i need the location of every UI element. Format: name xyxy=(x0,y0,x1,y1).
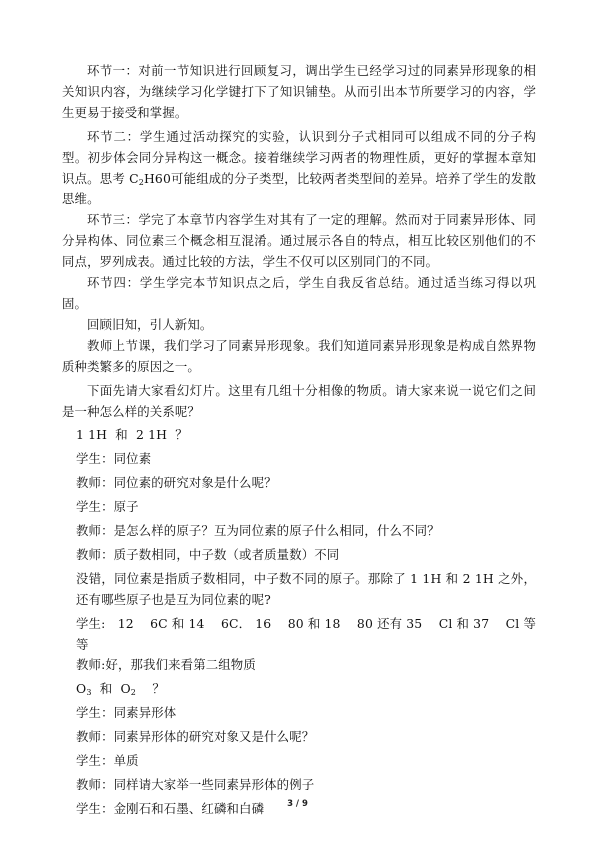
paragraph-stage-three: 环节三：学完了本章节内容学生对其有了一定的理解。然而对于同素异形体、同分异构体、同位素三个概念相互混淆。通过展示各自的特点，相互比较区别他们的不同点，罗列成表。通过比较的方法，学生不仅可以区别同门的不同。 xyxy=(62,212,536,270)
paragraph-isotope-definition: 没错，同位素是指质子数相同，中子数不同的原子。那除了 1 1H 和 2 1H 之外，还有哪些原子也是互为同位素的呢? xyxy=(76,570,536,607)
dialog-teacher-atom-question: 教师：是怎么样的原子？互为同位素的原子什么相同，什么不同？ xyxy=(76,523,440,539)
dialog-teacher-object: 教师：同位素的研究对象是什么呢？ xyxy=(76,475,277,491)
dialog-isotope-question: 1 1H 和 2 1H ？ xyxy=(76,427,188,443)
dialog-student-atom: 学生：原子 xyxy=(76,499,139,515)
paragraph-stage-two xyxy=(62,127,536,211)
ozone-symbol: O xyxy=(76,681,87,697)
page-number: 3 / 9 xyxy=(287,799,308,809)
oxygen-subscript: 2 xyxy=(130,688,137,698)
dialog-ozone-oxygen xyxy=(62,679,536,700)
conjunction-text: 和 O xyxy=(91,681,131,697)
paragraph-stage-four: 环节四：学生学完本节知识点之后，学生自我反省总结。通过适当练习得以巩固。 xyxy=(62,275,536,311)
paragraph-stage-two-text: 环节二：学生通过活动探究的实验，认识到分子式相同可以组成不同的分子构型。初步体会同分异构这一概念。接着继续学习两者的物理性质，更好的掌握本章知识点。思考 C xyxy=(62,128,536,186)
dialog-student-examples: 学生: 12 6C 和 14 6C． 16 80 和 18 80 还有 35 Cl 和 37 Cl 等等 xyxy=(76,615,536,652)
dialog-student-element: 学生：单质 xyxy=(76,753,139,769)
paragraph-slide-intro: 下面先请大家看幻灯片。这里有几组十分相像的物质。请大家来说一说它们之间是一种怎么样的关系呢？ xyxy=(62,382,536,419)
formula-subscript: 2 xyxy=(138,177,144,187)
dialog-student-isotope: 学生：同位素 xyxy=(76,451,152,467)
ozone-subscript: 3 xyxy=(86,688,92,698)
dialog-student-allotrope: 学生：同素异形体 xyxy=(76,705,177,721)
dialog-teacher-examples-request: 教师：同样请大家举一些同素异形体的例子 xyxy=(76,777,315,792)
document-body xyxy=(62,61,536,820)
question-mark: ？ xyxy=(136,681,165,697)
paragraph-teacher-review: 教师上节课，我们学习了同素异形现象。我们知道同素异形现象是构成自然界物质种类繁多的原因之一。 xyxy=(62,337,536,374)
dialog-student-allotrope-examples: 学生：金刚石和石墨、红磷和白磷 xyxy=(76,800,265,816)
paragraph-review-intro: 回顾旧知，引人新知。 xyxy=(87,316,213,332)
paragraph-stage-two-text-end: H60可能组成的分子类型，比较两者类型间的差异。培养了学生的发散思维。 xyxy=(62,170,536,207)
dialog-teacher-allotrope-object: 教师：同素异形体的研究对象又是什么呢？ xyxy=(76,729,315,745)
dialog-teacher-answer: 教师：质子数相同，中子数（或者质量数）不同 xyxy=(76,546,340,562)
paragraph-stage-one: 环节一：对前一节知识进行回顾复习，调出学生已经学习过的同素异形现象的相关知识内容，为继续学习化学键打下了知识铺垫。从而引出本节所要学习的内容，学生更易于接受和掌握。 xyxy=(62,63,536,120)
dialog-teacher-second-group: 教师:好，那我们来看第二组物质 xyxy=(76,657,256,673)
